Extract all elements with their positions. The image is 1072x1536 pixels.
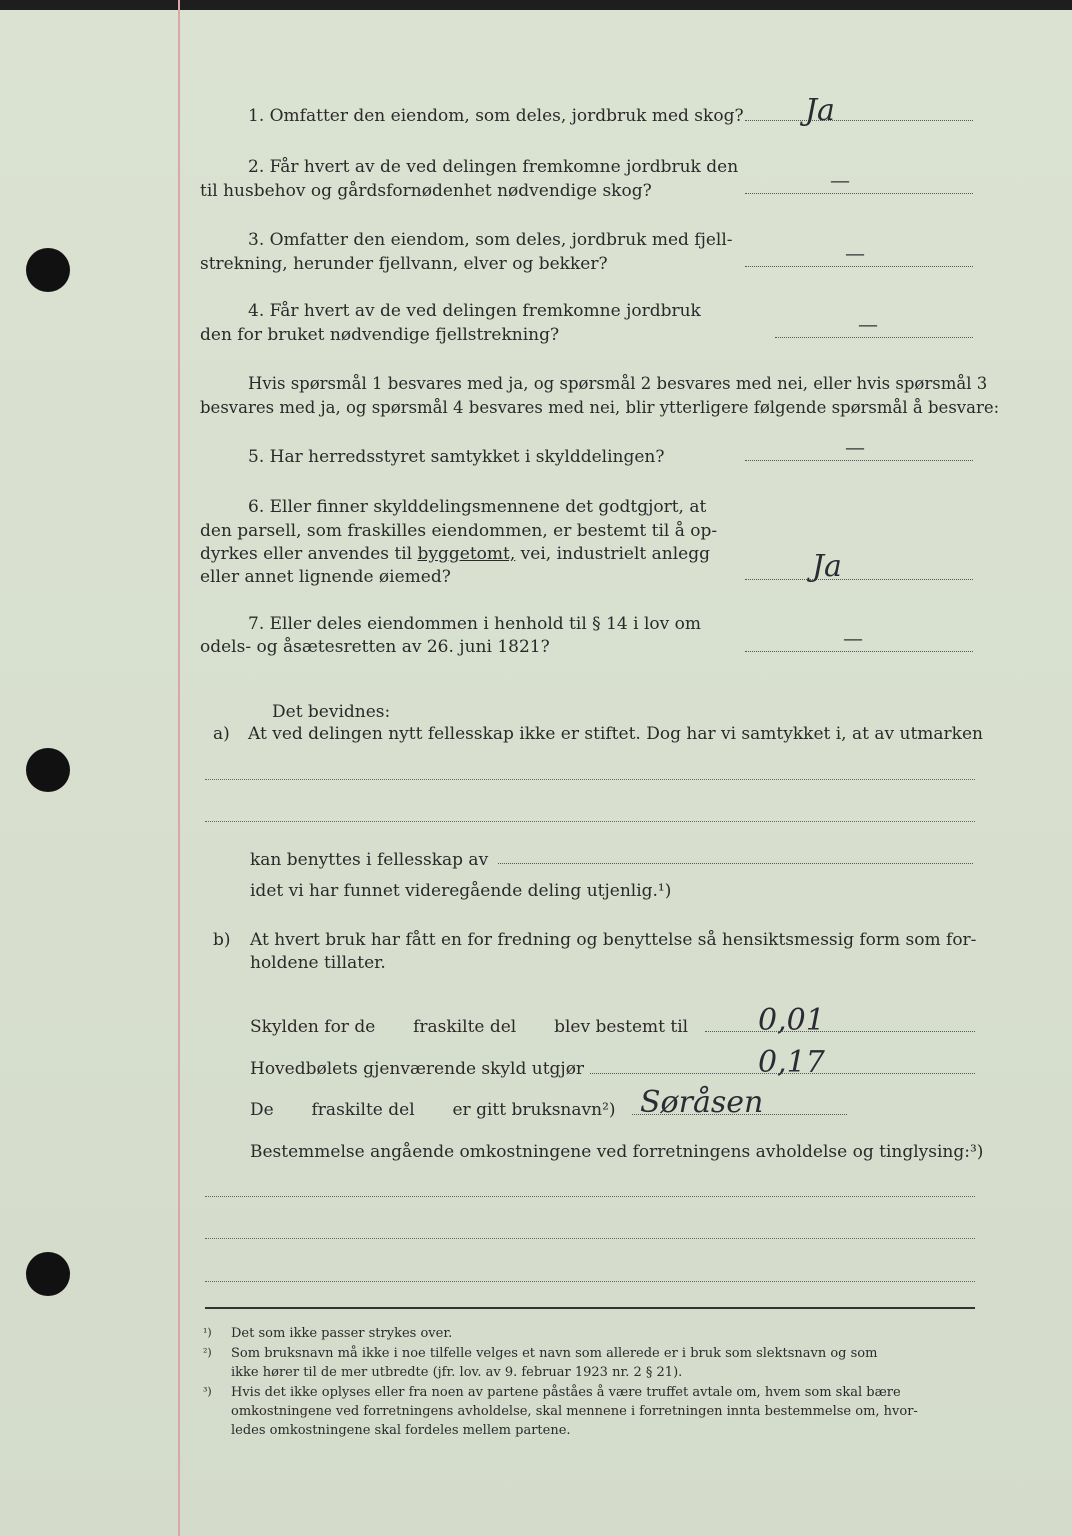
navn-label: De fraskilte del er gitt bruksnavn²)	[250, 1100, 616, 1120]
blank-line-omk3	[205, 1281, 975, 1282]
navn-value-handwritten: Søråsen	[640, 1085, 764, 1120]
answer-2-dash: —	[830, 168, 850, 192]
question-7-line2: odels- og åsætesretten av 26. juni 1821?	[200, 637, 550, 657]
blank-line-a2	[205, 821, 975, 822]
certify-b-label: b)	[213, 930, 231, 950]
answer-7-dash: —	[843, 626, 863, 650]
footnote-3-line3: ledes omkostningene skal fordeles mellem partene.	[231, 1423, 571, 1438]
margin-line	[178, 0, 180, 1536]
footnote-3-line1: Hvis det ikke oplyses eller fra noen av partene påståes å være truffet avtale om, hvem som skal bære	[231, 1385, 901, 1400]
certify-b-line1: At hvert bruk har fått en for fredning og benyttelse så hensiktsmessig form som for-	[250, 930, 977, 950]
answer-line-5	[745, 460, 973, 461]
answer-line-6	[745, 579, 973, 580]
answer-3-dash: —	[845, 241, 865, 265]
blank-line-omk1	[205, 1196, 975, 1197]
omkostning-label: Bestemmelse angående omkostningene ved forretningens avholdelse og tinglysing:³)	[250, 1142, 984, 1162]
certify-a-reason: idet vi har funnet videregående deling utjenlig.¹)	[250, 881, 672, 901]
footnote-2-marker: ²)	[203, 1346, 212, 1359]
blank-line-a1	[205, 779, 975, 780]
answer-6-handwritten: Ja	[812, 549, 842, 584]
blank-line-omk2	[205, 1238, 975, 1239]
answer-4-dash: —	[858, 312, 878, 336]
certify-b-line2: holdene tillater.	[250, 953, 386, 973]
punch-hole-top	[26, 248, 70, 292]
condition-line2: besvares med ja, og spørsmål 4 besvares med nei, blir ytterligere følgende spørsmål å besvare:	[200, 398, 1000, 417]
shared-fill-line	[498, 863, 973, 864]
punch-hole-middle	[26, 748, 70, 792]
hoved-value-handwritten: 0,17	[758, 1045, 825, 1080]
question-6-line2: den parsell, som fraskilles eiendommen, er bestemt til å op-	[200, 521, 718, 541]
answer-line-3	[745, 266, 973, 267]
answer-line-4	[775, 337, 973, 338]
footnote-2-line2: ikke hører til de mer utbredte (jfr. lov. av 9. februar 1923 nr. 2 § 21).	[231, 1365, 683, 1380]
skyld-fill-line	[705, 1031, 975, 1032]
question-6-line4: eller annet lignende øiemed?	[200, 567, 451, 587]
answer-line-2	[745, 193, 973, 194]
footnote-3-line2: omkostningene ved forretningens avholdelse, skal mennene i forretningen innta bestemmelse om, hvor-	[231, 1404, 918, 1419]
certify-heading: Det bevidnes:	[272, 702, 391, 722]
question-4-line2: den for bruket nødvendige fjellstrekning?	[200, 325, 560, 345]
footnote-3-marker: ³)	[203, 1385, 212, 1398]
question-2-line2: til husbehov og gårdsfornødenhet nødvendige skog?	[200, 181, 652, 201]
footnote-2-line1: Som bruksnavn må ikke i noe tilfelle velges et navn som allerede er i bruk som slektsnavn og som	[231, 1346, 878, 1361]
question-4-line1: 4. Får hvert av de ved delingen fremkomne jordbruk	[248, 301, 701, 321]
question-6-line3	[200, 543, 710, 565]
certify-a-label: a)	[213, 724, 230, 744]
question-5: 5. Har herredsstyret samtykket i skylddelingen?	[248, 447, 665, 467]
question-3-line2: strekning, herunder fjellvann, elver og bekker?	[200, 254, 608, 274]
question-7-line1: 7. Eller deles eiendommen i henhold til § 14 i lov om	[248, 614, 701, 634]
question-3-line1: 3. Omfatter den eiendom, som deles, jordbruk med fjell-	[248, 230, 733, 250]
certify-a-text: At ved delingen nytt fellesskap ikke er stiftet. Dog har vi samtykket i, at av utmarken	[248, 724, 983, 744]
footnote-1-marker: ¹)	[203, 1326, 212, 1339]
scan-top-edge	[0, 0, 1072, 10]
answer-1-handwritten: Ja	[805, 93, 835, 128]
answer-line-7	[745, 651, 973, 652]
footnote-1: Det som ikke passer strykes over.	[231, 1326, 453, 1341]
certify-a-shared: kan benyttes i fellesskap av	[250, 850, 489, 870]
answer-5-dash: —	[845, 435, 865, 459]
question-6-underlined-word: byggetomt,	[417, 544, 516, 564]
hoved-label: Hovedbølets gjenværende skyld utgjør	[250, 1059, 585, 1079]
footnote-separator	[205, 1307, 975, 1309]
skyld-value-handwritten: 0,01	[758, 1003, 825, 1038]
punch-hole-bottom	[26, 1252, 70, 1296]
question-1: 1. Omfatter den eiendom, som deles, jordbruk med skog?	[248, 106, 744, 126]
question-6-line3-start: dyrkes eller anvendes til	[200, 544, 418, 564]
condition-line1: Hvis spørsmål 1 besvares med ja, og spørsmål 2 besvares med nei, eller hvis spørsmål 3	[248, 374, 988, 393]
answer-line-1	[745, 120, 973, 121]
question-6-line3-end: vei, industrielt anlegg	[515, 544, 710, 564]
skyld-label: Skylden for de fraskilte del blev bestemt til	[250, 1017, 689, 1037]
question-2-line1: 2. Får hvert av de ved delingen fremkomne jordbruk den	[248, 157, 739, 177]
question-6-line1: 6. Eller finner skylddelingsmennene det godtgjort, at	[248, 497, 707, 517]
